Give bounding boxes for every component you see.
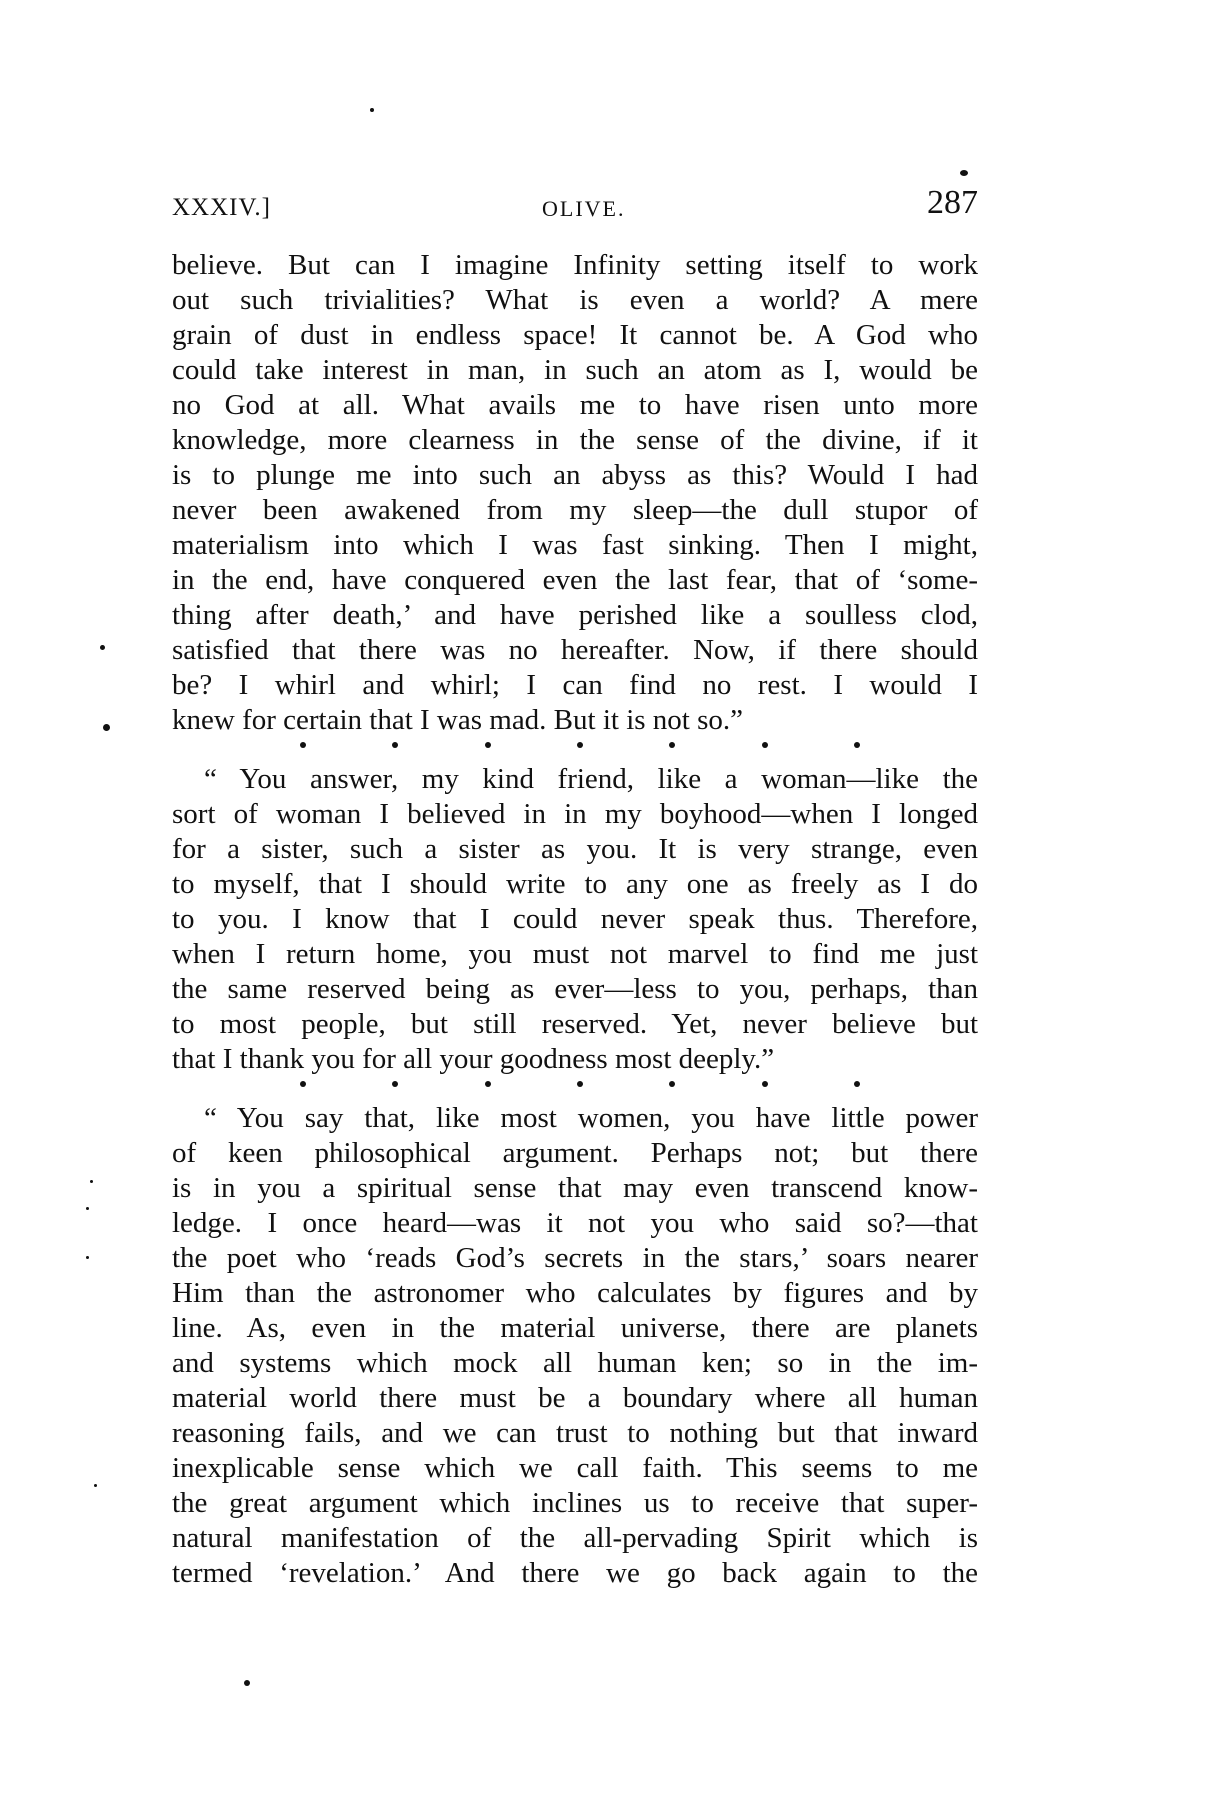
- scan-speck: [90, 1180, 93, 1183]
- scan-speck: [370, 108, 374, 112]
- section-break-dots: [300, 1077, 860, 1101]
- ellipsis-dot: [485, 1081, 491, 1087]
- text-line: satisfied that there was no hereafter. Now, if there should: [172, 634, 978, 666]
- ellipsis-dot: [854, 1081, 860, 1087]
- paragraph: [172, 248, 978, 738]
- body-text: [172, 248, 978, 1591]
- text-line: be? I whirl and whirl; I can find no rest. I would I: [172, 669, 978, 701]
- text-line: knowledge, more clearness in the sense of the divine, if it: [172, 424, 978, 456]
- page-number: 287: [927, 184, 978, 221]
- text-line: Him than the astronomer who calculates by figures and by: [172, 1277, 978, 1309]
- text-line: for a sister, such a sister as you. It is very strange, even: [172, 833, 978, 865]
- scan-speck: [244, 1680, 250, 1686]
- text-line: materialism into which I was fast sinking. Then I might,: [172, 529, 978, 561]
- ellipsis-dot: [762, 1081, 768, 1087]
- scan-speck: [86, 1256, 89, 1259]
- paragraph: [172, 762, 978, 1077]
- text-line: grain of dust in endless space! It cannot be. A God who: [172, 319, 978, 351]
- text-line: the same reserved being as ever—less to you, perhaps, than: [172, 973, 978, 1005]
- text-line: and systems which mock all human ken; so in the im-: [172, 1347, 978, 1379]
- ellipsis-dot: [762, 742, 768, 748]
- text-line: thing after death,’ and have perished like a soulless clod,: [172, 599, 978, 631]
- scan-speck: [960, 170, 968, 176]
- ellipsis-dot: [485, 742, 491, 748]
- text-line: is in you a spiritual sense that may even transcend know-: [172, 1172, 978, 1204]
- text-line: the great argument which inclines us to receive that super-: [172, 1487, 978, 1519]
- ellipsis-dot: [577, 742, 583, 748]
- ellipsis-dot: [669, 742, 675, 748]
- ellipsis-dot: [577, 1081, 583, 1087]
- text-line: ledge. I once heard—was it not you who said so?—that: [172, 1207, 978, 1239]
- text-line: “ You answer, my kind friend, like a woman—like the: [204, 763, 978, 795]
- text-line: of keen philosophical argument. Perhaps not; but there: [172, 1137, 978, 1169]
- text-line: “ You say that, like most women, you have little power: [204, 1102, 978, 1134]
- page-header: [172, 184, 978, 234]
- text-line: could take interest in man, in such an atom as I, would be: [172, 354, 978, 386]
- ellipsis-dot: [300, 742, 306, 748]
- paragraph: [172, 1101, 978, 1591]
- ellipsis-dot: [392, 742, 398, 748]
- text-line: termed ‘revelation.’ And there we go back again to the: [172, 1557, 978, 1589]
- text-line: natural manifestation of the all-pervading Spirit which is: [172, 1522, 978, 1554]
- text-line: material world there must be a boundary where all human: [172, 1382, 978, 1414]
- chapter-number: XXXIV.]: [172, 194, 271, 221]
- text-line: inexplicable sense which we call faith. This seems to me: [172, 1452, 978, 1484]
- text-line: the poet who ‘reads God’s secrets in the stars,’ soars nearer: [172, 1242, 978, 1274]
- text-line: to most people, but still reserved. Yet, never believe but: [172, 1008, 978, 1040]
- running-title: OLIVE.: [542, 196, 626, 221]
- section-break-dots: [300, 738, 860, 762]
- text-line: line. As, even in the material universe, there are planets: [172, 1312, 978, 1344]
- text-line: believe. But can I imagine Infinity setting itself to work: [172, 249, 978, 281]
- text-line: never been awakened from my sleep—the dull stupor of: [172, 494, 978, 526]
- text-line: that I thank you for all your goodness most deeply.”: [172, 1043, 775, 1075]
- text-line: reasoning fails, and we can trust to nothing but that inward: [172, 1417, 978, 1449]
- text-line: to myself, that I should write to any one as freely as I do: [172, 868, 978, 900]
- scan-speck: [94, 1484, 97, 1487]
- scan-speck: [103, 724, 110, 731]
- ellipsis-dot: [854, 742, 860, 748]
- text-line: sort of woman I believed in in my boyhood—when I longed: [172, 798, 978, 830]
- text-line: knew for certain that I was mad. But it is not so.”: [172, 704, 744, 736]
- ellipsis-dot: [392, 1081, 398, 1087]
- scan-speck: [86, 1207, 89, 1210]
- text-line: in the end, have conquered even the last fear, that of ‘some-: [172, 564, 978, 596]
- ellipsis-dot: [300, 1081, 306, 1087]
- text-line: to you. I know that I could never speak thus. Therefore,: [172, 903, 978, 935]
- text-line: when I return home, you must not marvel to find me just: [172, 938, 978, 970]
- text-line: is to plunge me into such an abyss as this? Would I had: [172, 459, 978, 491]
- scan-speck: [100, 645, 105, 650]
- ellipsis-dot: [669, 1081, 675, 1087]
- text-line: out such trivialities? What is even a world? A mere: [172, 284, 978, 316]
- text-line: no God at all. What avails me to have risen unto more: [172, 389, 978, 421]
